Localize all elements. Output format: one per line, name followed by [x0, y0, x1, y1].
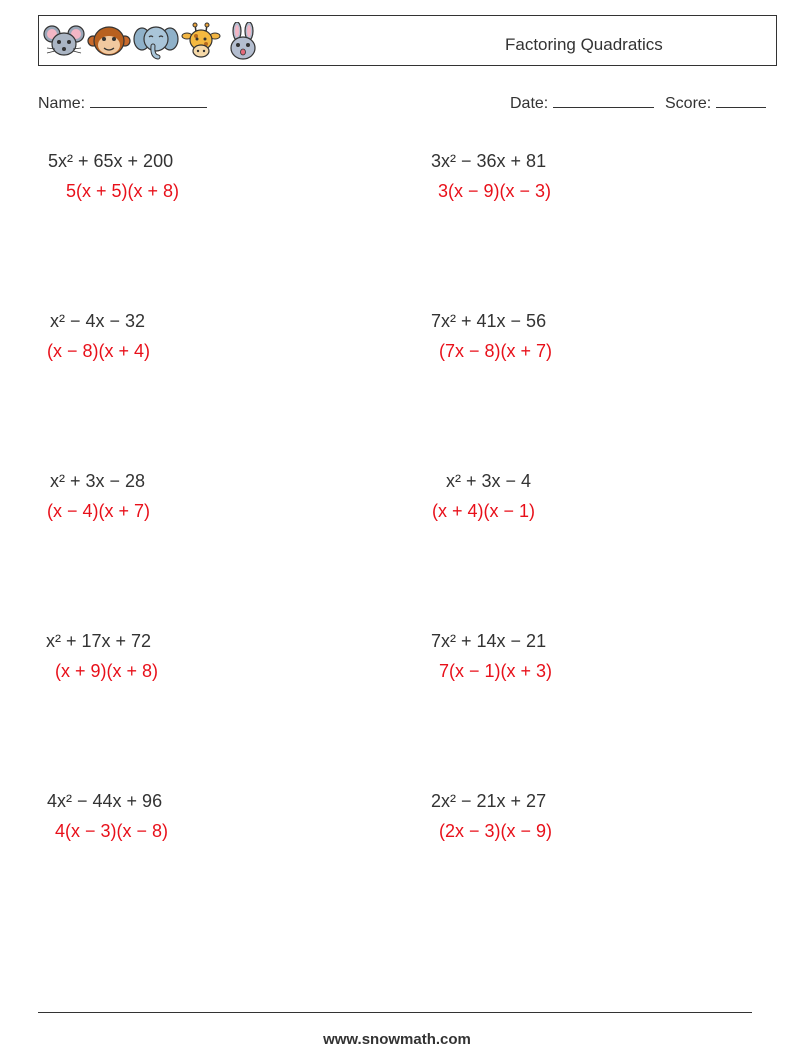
monkey-icon	[87, 22, 131, 60]
mouse-icon	[43, 22, 85, 60]
problem-4-question: 7x² + 41x − 56	[431, 311, 547, 331]
date-field	[510, 93, 654, 113]
problem-3-question: x² − 4x − 32	[50, 311, 146, 331]
problem-1-answer: 5(x + 5)(x + 8)	[66, 181, 180, 201]
problem-9	[47, 791, 168, 841]
problem-2-question: 3x² − 36x + 81	[431, 151, 547, 171]
name-field	[38, 93, 207, 113]
score-field	[665, 93, 766, 113]
date-label: Date:	[510, 95, 549, 112]
animal-icons	[43, 22, 263, 60]
problem-10-answer: (2x − 3)(x − 9)	[439, 821, 553, 841]
problem-5	[47, 471, 151, 521]
problem-10	[431, 791, 552, 841]
problem-2-answer: 3(x − 9)(x − 3)	[438, 181, 552, 201]
problem-4	[431, 311, 552, 361]
footer-site: www.snowmath.com	[323, 1031, 471, 1048]
problem-10-question: 2x² − 21x + 27	[431, 791, 547, 811]
problem-6-question: x² + 3x − 4	[446, 471, 532, 491]
problem-6	[432, 471, 536, 521]
problem-3-answer: (x − 8)(x + 4)	[47, 341, 151, 361]
problem-9-answer: 4(x − 3)(x − 8)	[55, 821, 169, 841]
problem-4-answer: (7x − 8)(x + 7)	[439, 341, 553, 361]
problem-5-answer: (x − 4)(x + 7)	[47, 501, 151, 521]
worksheet-header	[38, 15, 777, 66]
name-label: Name:	[38, 95, 86, 112]
problem-1-question: 5x² + 65x + 200	[48, 151, 174, 171]
problem-6-answer: (x + 4)(x − 1)	[432, 501, 536, 521]
problem-5-question: x² + 3x − 28	[50, 471, 146, 491]
elephant-icon	[133, 22, 179, 60]
problem-1	[48, 151, 179, 201]
score-label: Score:	[665, 95, 712, 112]
rabbit-icon	[223, 22, 263, 60]
problem-7-answer: (x + 9)(x + 8)	[55, 661, 159, 681]
problem-2	[431, 151, 551, 201]
problem-7	[46, 631, 158, 681]
problem-7-question: x² + 17x + 72	[46, 631, 152, 651]
score-blank[interactable]	[716, 93, 766, 108]
date-blank[interactable]	[553, 93, 654, 108]
problem-3	[47, 311, 151, 361]
giraffe-icon	[181, 22, 221, 60]
problem-8-question: 7x² + 14x − 21	[431, 631, 547, 651]
name-blank[interactable]	[90, 93, 207, 108]
worksheet-title: Factoring Quadratics	[505, 35, 663, 54]
footer-divider	[38, 1012, 752, 1013]
problem-8	[431, 631, 552, 681]
problem-9-question: 4x² − 44x + 96	[47, 791, 163, 811]
problem-8-answer: 7(x − 1)(x + 3)	[439, 661, 553, 681]
